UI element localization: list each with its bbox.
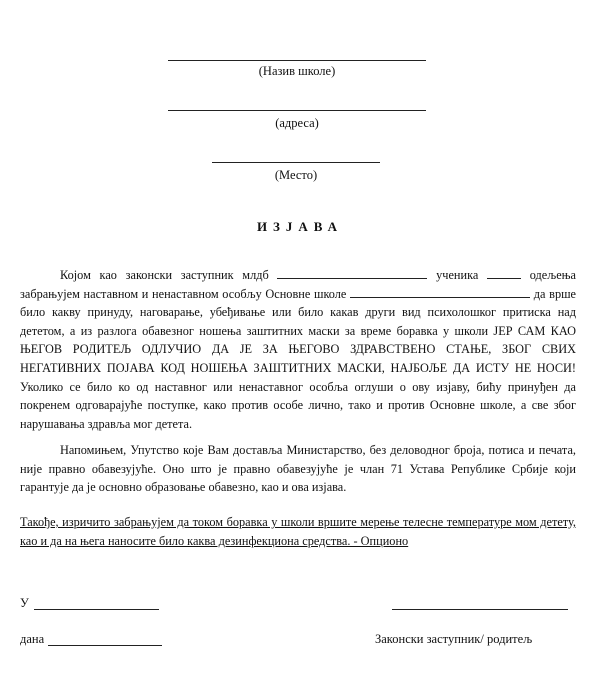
class-blank[interactable]: [487, 267, 521, 279]
address-caption: (адреса): [275, 116, 319, 130]
place-caption: (Место): [274, 168, 318, 182]
prohibition-text: забрањујем наставном и ненаставном особљу Основне школе: [20, 286, 347, 301]
optional-text: Такође, изричито забрањујем да током боравка у школи вршите мерење телесне температуре мом детету, као и да на њега наносите било каква дезинфекциона средства. - Опционо: [20, 515, 576, 548]
class-label: одељења: [529, 268, 577, 282]
representative-label: Законски заступник/ родитељ: [375, 632, 533, 646]
date-label: дана: [20, 632, 45, 646]
note-text: Напомињем, Упутство које Вам доставља Министарство, без деловодног броја, потиса и печата, није правно обавезујуће. Оно што је правно обавезујуће је члан 71 Устава Републике Србије који гарантује да је основно образовање обавезно, као и ова изјава.: [20, 443, 576, 495]
consequences-text: Уколико се било ко од наставног или ненаставног особља оглуши о ову изјаву, бићу принуђен да покренем одговарајуће поступке, како против особе лично, тако и против Основне школе, а све због нарушавања здравља мог детета.: [20, 379, 576, 431]
decision-caps-text: ЈЕР САМ КАО ЊЕГОВ РОДИТЕЉ ОДЛУЧИО ДА ЈЕ ЗА ЊЕГОВО ЗДРАВСТВЕНО СТАЊЕ, ЗБОГ СВИХ НЕГАТИВНИХ ПОЈАВА КОД НОШЕЊА ЗАШТИТНИХ МАСКИ, НАЈБОЉЕ ДА ИСТУ НЕ НОСИ!: [20, 323, 577, 375]
school-name-line[interactable]: [168, 60, 426, 61]
school-name-caption: (Назив школе): [258, 64, 336, 78]
place-signature-line[interactable]: [34, 609, 159, 610]
student-name-blank[interactable]: [277, 267, 427, 279]
note-paragraph: [20, 441, 576, 497]
document-title: ИЗЈАВА: [256, 219, 344, 234]
statement-intro: Којом као законски заступник млдб: [60, 268, 269, 282]
statement-paragraph: [20, 266, 576, 433]
place-line[interactable]: [212, 162, 380, 163]
optional-paragraph: [20, 513, 576, 550]
school-blank[interactable]: [350, 286, 530, 298]
place-label: У: [20, 596, 29, 610]
representative-signature-line[interactable]: [392, 609, 568, 610]
address-line[interactable]: [168, 110, 426, 111]
date-signature-line[interactable]: [48, 645, 162, 646]
pressure-text: да врше било какву принуду, наговарање, убеђивање или било какав други вид психолошког притиска над дететом, а из разлога обавезног ношења заштитних маски за време боравка у школи: [20, 286, 577, 338]
student-label: ученика: [436, 268, 479, 282]
